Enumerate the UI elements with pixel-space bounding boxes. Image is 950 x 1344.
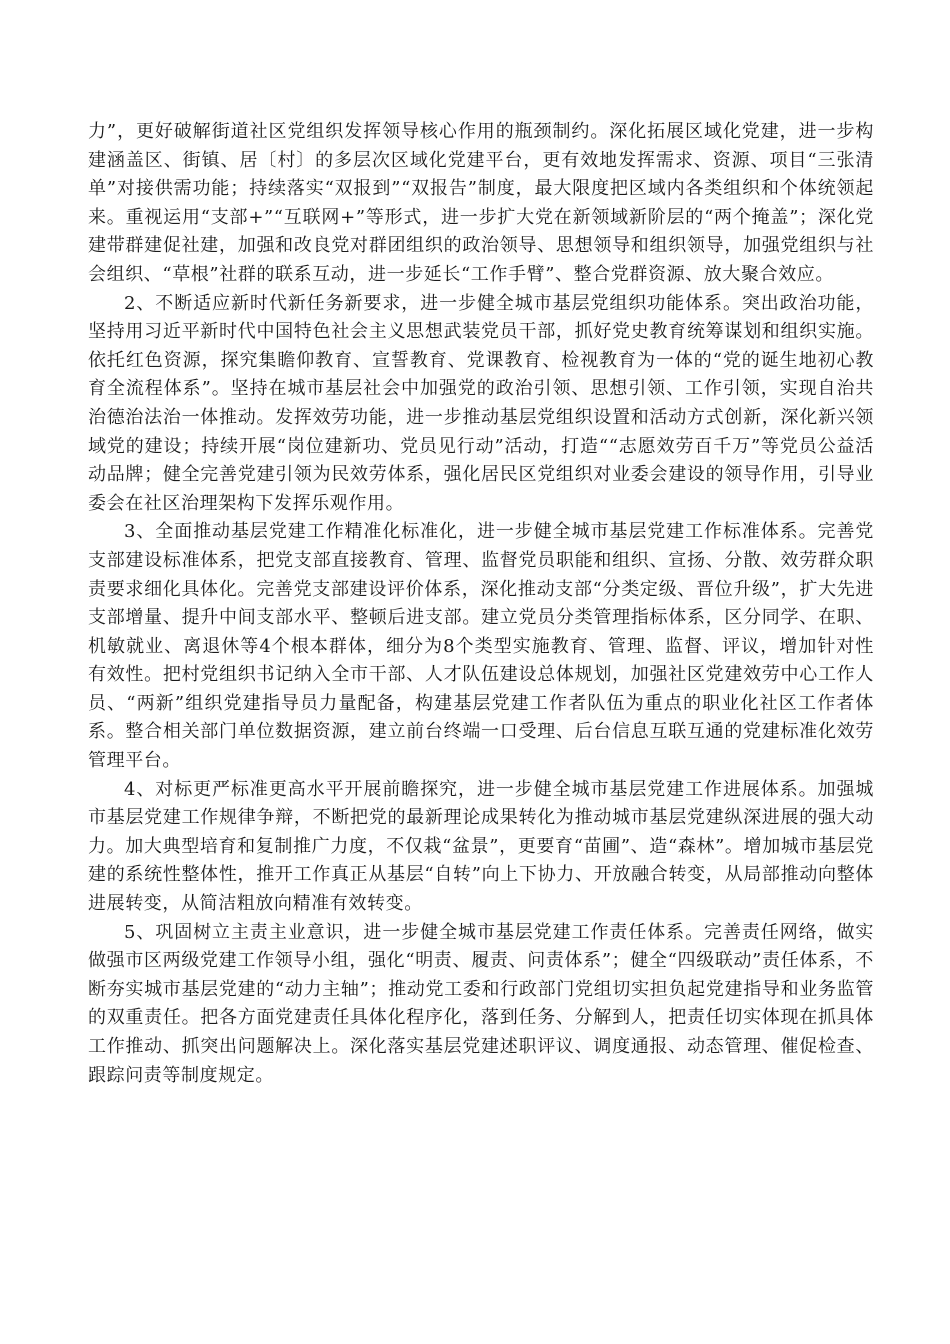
paragraph-item-4: 4、对标更严标准更高水平开展前瞻探究，进一步健全城市基层党建工作进展体系。加强城市基层党建工作规律争辩，不断把党的最新理论成果转化为推动城市基层党建纵深进展的强大动力。加大典型培育和复制推广力度，不仅栽“盆景”，更要育“苗圃”、造“森林”。增加城市基层党建的系统性整体性，推开工作真正从基层“自转”向上下协力、开放融合转变，从局部推动向整体进展转变，从简洁粗放向精准有效转变。 <box>88 778 874 915</box>
paragraph-item-3: 3、全面推动基层党建工作精准化标准化，进一步健全城市基层党建工作标准体系。完善党支部建设标准体系，把党支部直接教育、管理、监督党员职能和组织、宣扬、分散、效劳群众职责要求细化具体化。完善党支部建设评价体系，深化推动支部“分类定级、晋位升级”，扩大先进支部增量、提升中间支部水平、整顿后进支部。建立党员分类管理指标体系，区分同学、在职、机敏就业、离退休等4个根本群体，细分为8个类型实施教育、管理、监督、评议，增加针对性有效性。把村党组织书记纳入全市干部、人才队伍建设总体规划，加强社区党建效劳中心工作人员、“两新”组织党建指导员力量配备，构建基层党建工作者队伍为重点的职业化社区工作者体系。整合相关部门单位数据资源，建立前台终端一口受理、后台信息互联互通的党建标准化效劳管理平台。 <box>88 521 874 772</box>
document-body <box>88 118 874 1090</box>
paragraph-item-5: 5、巩固树立主责主业意识，进一步健全城市基层党建工作责任体系。完善责任网络，做实做强市区两级党建工作领导小组，强化“明责、履责、问责体系”；健全“四级联动”责任体系，不断夯实城市基层党建的“动力主轴”；推动党工委和行政部门党组切实担负起党建指导和业务监管的双重责任。把各方面党建责任具体化程序化，落到任务、分解到人，把责任切实体现在抓具体工作推动、抓突出问题解决上。深化落实基层党建述职评议、调度通报、动态管理、催促检查、跟踪问责等制度规定。 <box>88 921 874 1086</box>
paragraph-item-2: 2、不断适应新时代新任务新要求，进一步健全城市基层党组织功能体系。突出政治功能，坚持用习近平新时代中国特色社会主义思想武装党员干部，抓好党史教育统筹谋划和组织实施。依托红色资源，探究集瞻仰教育、宣誓教育、党课教育、检视教育为一体的“党的诞生地初心教育全流程体系”。坚持在城市基层社会中加强党的政治引领、思想引领、工作引领，实现自治共治德治法治一体推动。发挥效劳功能，进一步推动基层党组织设置和活动方式创新，深化新兴领域党的建设；持续开展“岗位建新功、党员见行动”活动，打造““志愿效劳百千万”等党员公益活动品牌；健全完善党建引领为民效劳体系，强化居民区党组织对业委会建设的领导作用，引导业委会在社区治理架构下发挥乐观作用。 <box>88 292 874 514</box>
paragraph-continuation: 力”，更好破解街道社区党组织发挥领导核心作用的瓶颈制约。深化拓展区域化党建，进一步构建涵盖区、街镇、居〔村〕的多层次区域化党建平台，更有效地发挥需求、资源、项目“三张清单”对接供需功能；持续落实“双报到”“双报告”制度，最大限度把区域内各类组织和个体统领起来。重视运用“支部+”“互联网+”等形式，进一步扩大党在新领域新阶层的“两个掩盖”；深化党建带群建促社建，加强和改良党对群团组织的政治领导、思想领导和组织领导，加强党组织与社会组织、“草根”社群的联系互动，进一步延长“工作手臂”、整合党群资源、放大聚合效应。 <box>88 121 874 285</box>
